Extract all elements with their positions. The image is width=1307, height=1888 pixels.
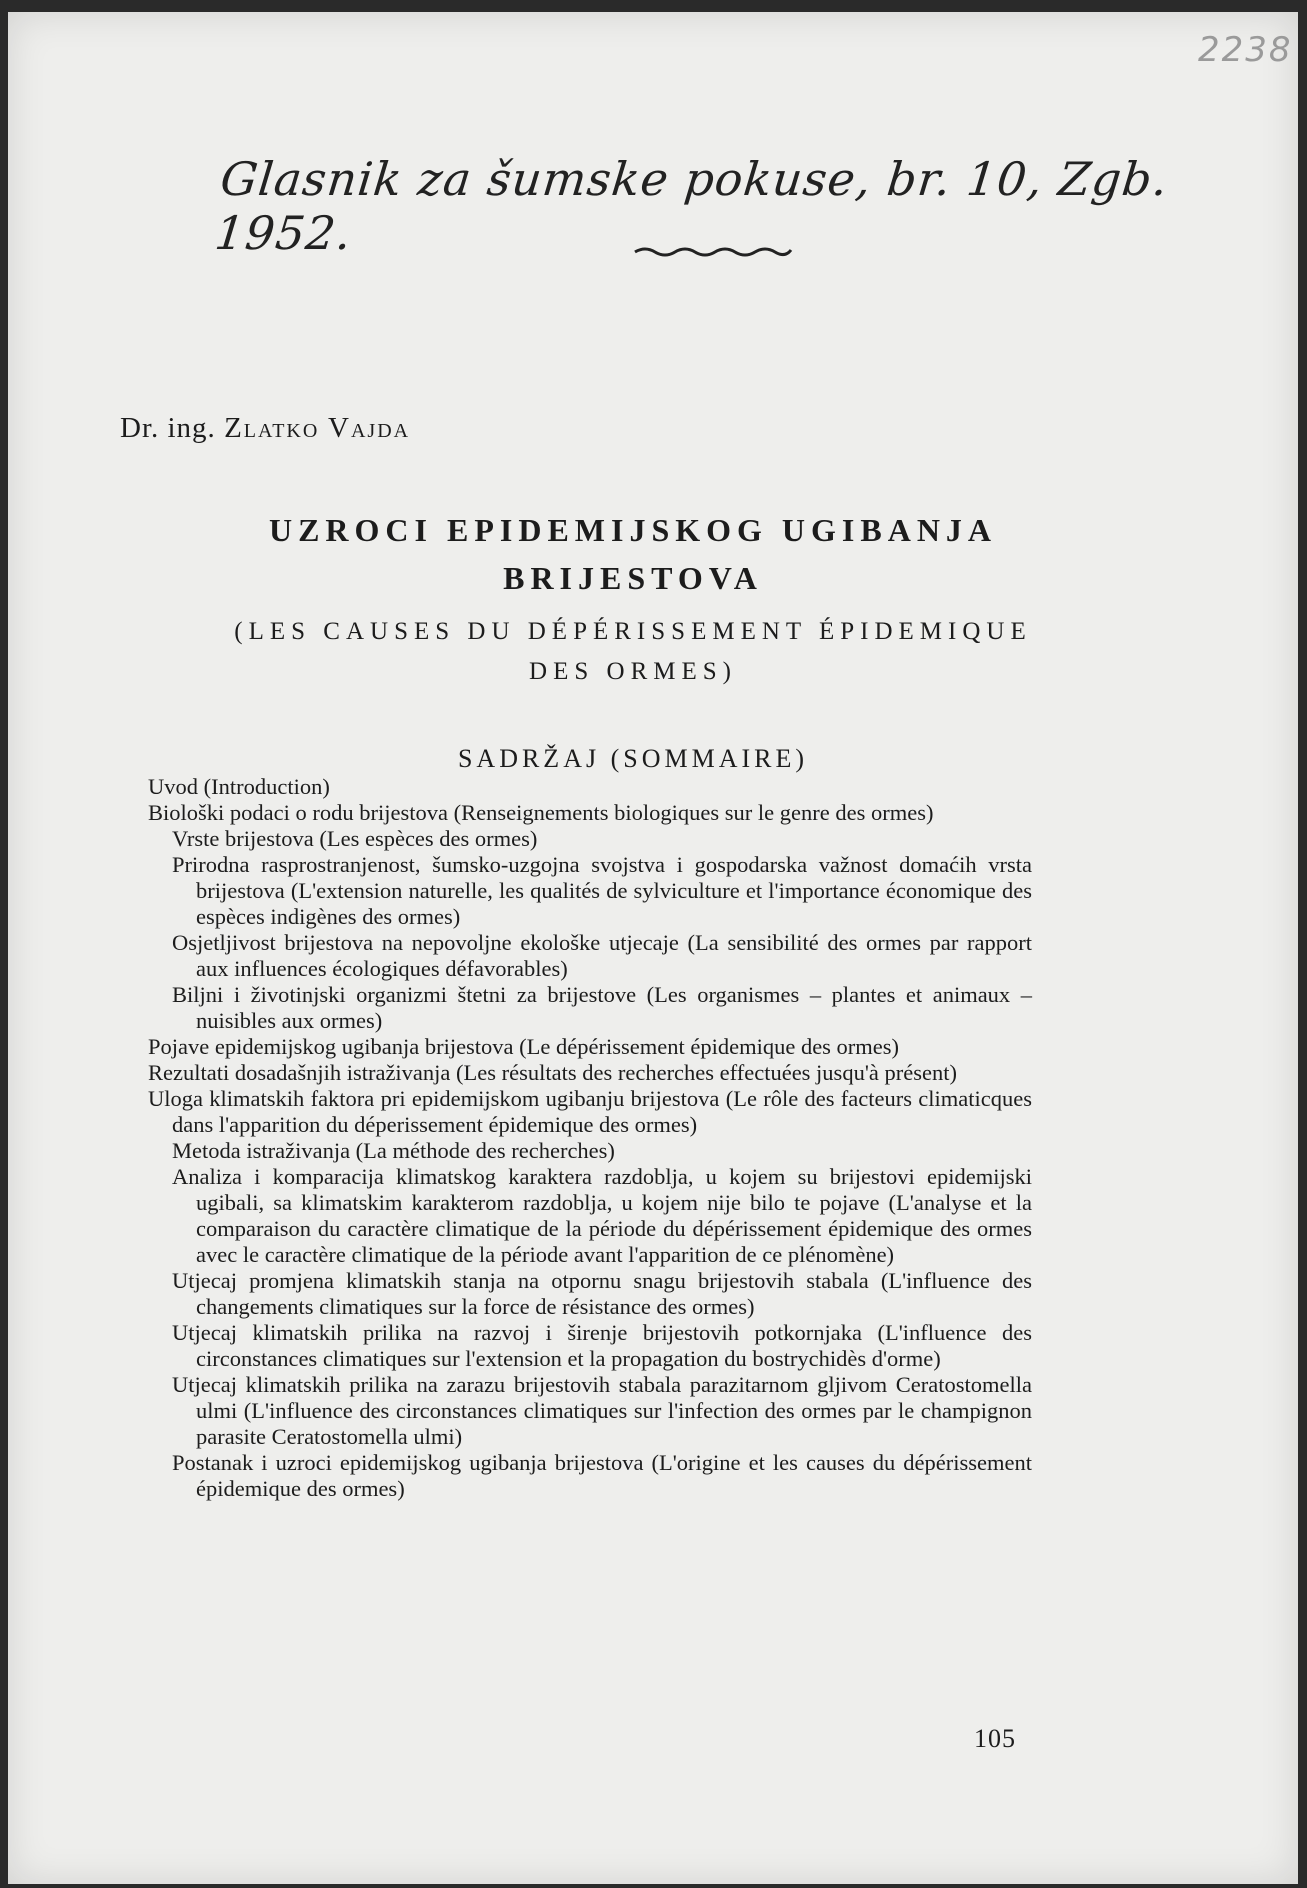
corner-annotation: 2238 (1198, 30, 1293, 70)
document-page (8, 12, 1298, 1884)
toc-item: Uvod (Introduction) (148, 774, 330, 799)
toc-item: Pojave epidemijskog ugibanja brijestova (Le dépérissement épidemique des ormes) (148, 1034, 900, 1059)
toc-subitem: Analiza i komparacija klimatskog karaktera razdoblja, u kojem su brijestovi epidemijski ugibali, sa klimatskim karakterom razdoblja, u kojem nije bilo te pojave (L'analyse et la comparaison du caractère climatique de la période du dépérissement épidemique des ormes avec le caractère climatique de la période avant l'apparition de ce plénomène) (172, 1164, 1032, 1267)
toc-subitem: Prirodna rasprostranjenost, šumsko-uzgojna svojstva i gospodarska važnost domaćih vrsta brijestova (L'extension naturelle, les qualités de sylviculture et l'importance économique des espèces indigènes des ormes) (172, 852, 1032, 929)
handwritten-underline (633, 244, 793, 258)
toc-heading: SADRŽAJ (SOMMAIRE) (457, 744, 809, 773)
title-line-1: UZROCI EPIDEMIJSKOG UGIBANJA (268, 512, 998, 548)
toc-subitem: Utjecaj klimatskih prilika na razvoj i širenje brijestovih potkornjaka (L'influence des circonstances climatiques sur l'extension et la propagation du bostrychidès d'orme) (172, 1320, 1032, 1371)
toc-subitem: Biljni i životinjski organizmi štetni za brijestove (Les organismes – plantes et animaux – nuisibles aux ormes) (172, 982, 1032, 1033)
title-line-2: BRIJESTOVA (503, 560, 763, 596)
page-number: 105 (974, 1724, 1016, 1753)
toc-subitem: Vrste brijestova (Les espèces des ormes) (172, 826, 538, 851)
table-of-contents (148, 774, 1032, 1502)
toc-subitem: Metoda istraživanja (La méthode des recherches) (172, 1138, 615, 1163)
toc-item: Biološki podaci o rodu brijestova (Renseignements biologiques sur le genre des ormes) (148, 800, 934, 825)
author-name: Zlatko Vajda (224, 412, 411, 444)
author-prefix: Dr. ing. (120, 412, 216, 444)
subtitle-line-2: DES ORMES) (529, 658, 737, 685)
toc-subitem: Postanak i uzroci epidemijskog ugibanja brijestova (L'origine et les causes du dépérissement épidemique des ormes) (172, 1450, 1032, 1501)
author-line (120, 412, 410, 445)
toc-subitem: Utjecaj klimatskih prilika na zarazu brijestovih stabala parazitarnom gljivom Ceratostomella ulmi (L'influence des circonstances climatiques sur l'infection des ormes par le champignon parasite Ceratostomella ulmi) (172, 1372, 1032, 1449)
subtitle-line-1: (LES CAUSES DU DÉPÉRISSEMENT ÉPIDEMIQUE (234, 618, 1032, 645)
toc-item: Rezultati dosadašnjih istraživanja (Les résultats des recherches effectuées jusqu'à présent) (148, 1060, 957, 1085)
toc-item: Uloga klimatskih faktora pri epidemijskom ugibanju brijestova (Le rôle des facteurs climaticques dans l'apparition du déperissement épidemique des ormes) (148, 1086, 1032, 1137)
toc-subitem: Utjecaj promjena klimatskih stanja na otpornu snagu brijestovih stabala (L'influence des changements climatiques sur la force de résistance des ormes) (172, 1268, 1032, 1319)
handwritten-note: Glasnik za šumske pokuse, br. 10, Zgb. 1952. (212, 152, 1172, 260)
toc-subitem: Osjetljivost brijestova na nepovoljne ekološke utjecaje (La sensibilité des ormes par rapport aux influences écologiques défavorables) (172, 930, 1032, 981)
